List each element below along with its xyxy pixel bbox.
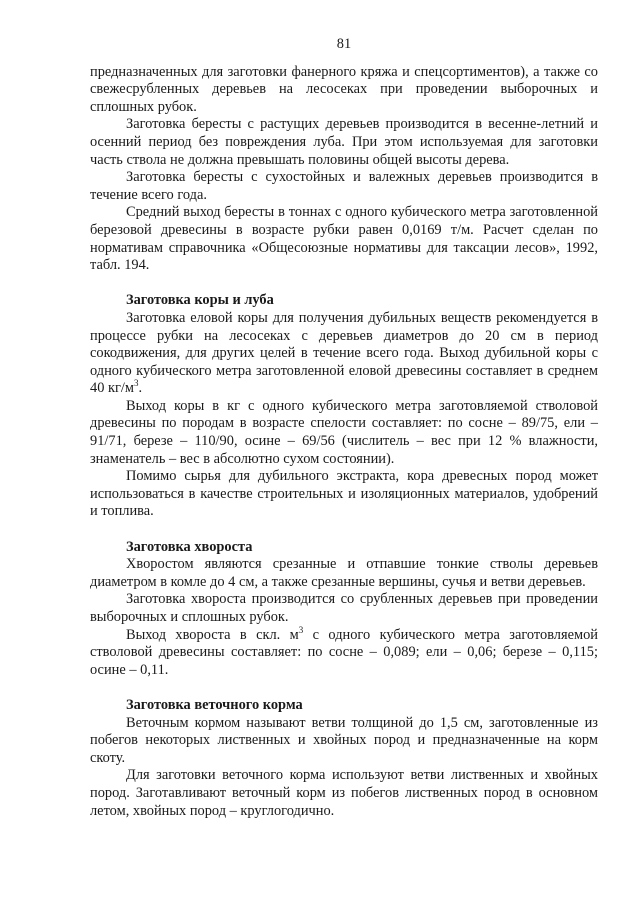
paragraph-text: Заготовка бересты с растущих деревьев производится в весенне-летний и осенний период без повреждения луба. При этом используемая для заготовки часть ствола не должна превышать половины общей высоты дерева. xyxy=(90,116,598,168)
document-body xyxy=(90,64,598,821)
paragraph-text: Заготовка еловой коры для получения дубильных веществ рекомендуется в процессе рубки на лесосеках с деревьев диаметров до 20 см в период сокодвижения, для других целей в течение всего года. Выход дубильной коры с одного кубического метра заготовленной еловой древесины составляет в среднем 40 кг/м xyxy=(90,309,598,397)
paragraph xyxy=(90,624,598,680)
section-heading: Заготовка хвороста xyxy=(126,538,253,555)
page-number: 81 xyxy=(336,36,352,52)
paragraph xyxy=(90,468,598,521)
superscript: 3 xyxy=(134,378,139,389)
paragraph xyxy=(90,715,598,768)
section-heading: Заготовка веточного корма xyxy=(126,696,303,713)
section-gap xyxy=(90,275,598,293)
document-page xyxy=(90,36,598,820)
paragraph xyxy=(90,767,598,820)
paragraph-text: Выход хвороста в скл. м xyxy=(126,626,299,643)
paragraph xyxy=(90,169,598,204)
paragraph xyxy=(90,204,598,274)
paragraph-text: Веточным кормом называют ветви толщиной до 1,5 см, заготовленные из побегов некоторых лиственных и хвойных пород и предназначенные на корм скоту. xyxy=(90,714,598,766)
paragraph xyxy=(90,310,598,398)
paragraph xyxy=(90,398,598,468)
paragraph-text-tail: . xyxy=(138,380,143,397)
paragraph-text: Выход коры в кг с одного кубического метра заготовляемой стволовой древесины по породам в возрасте спелости составляет: по сосне – 89/75, ели – 91/71, березе – 110/90, осине – 69/56 (числитель – вес при 12 % влажности, знаменатель – вес в абсолютно сухом состоянии). xyxy=(90,397,598,467)
paragraph xyxy=(90,116,598,169)
superscript: 3 xyxy=(298,624,304,635)
paragraph xyxy=(90,556,598,591)
section-gap xyxy=(90,679,598,697)
section-gap xyxy=(90,521,598,539)
paragraph xyxy=(90,591,598,626)
paragraph-text-tail: с одного кубического метра заготовляемой стволовой древесины составляет: по сосне – 0,089; ели – 0,06; березе – 0,115; осине – 0,11. xyxy=(90,626,598,678)
paragraph-text: Хворостом являются срезанные и отпавшие тонкие стволы деревьев диаметром в комле до 4 см, а также срезанные вершины, сучья и ветви деревьев. xyxy=(90,556,598,590)
paragraph-text: Заготовка хвороста производится со срубленных деревьев при проведении выборочных и сплошных рубок. xyxy=(90,591,598,625)
paragraph-text: предназначенных для заготовки фанерного кряжа и спецсортиментов), а также со свежесрубленных деревьев на лесосеках при проведении выборочных и сплошных рубок. xyxy=(90,63,598,115)
paragraph-text: Для заготовки веточного корма используют ветви лиственных и хвойных пород. Заготавливают веточный корм из побегов лиственных пород в основном летом, хвойных пород – круглогодично. xyxy=(90,767,598,819)
section-heading: Заготовка коры и луба xyxy=(126,292,274,309)
paragraph-text: Помимо сырья для дубильного экстракта, кора древесных пород может использоваться в качестве строительных и изоляционных материалов, удобрений и топлива. xyxy=(90,468,598,520)
paragraph-text: Заготовка бересты с сухостойных и валежных деревьев производится в течение всего года. xyxy=(90,169,598,203)
paragraph xyxy=(90,64,598,117)
paragraph-text: Средний выход бересты в тоннах с одного кубического метра заготовленной березовой древесины в возрасте рубки равен 0,0169 т/м. Расчет сделан по нормативам справочника «Общесоюзные нормативы для таксации лесов», 1992, табл. 194. xyxy=(90,204,598,274)
